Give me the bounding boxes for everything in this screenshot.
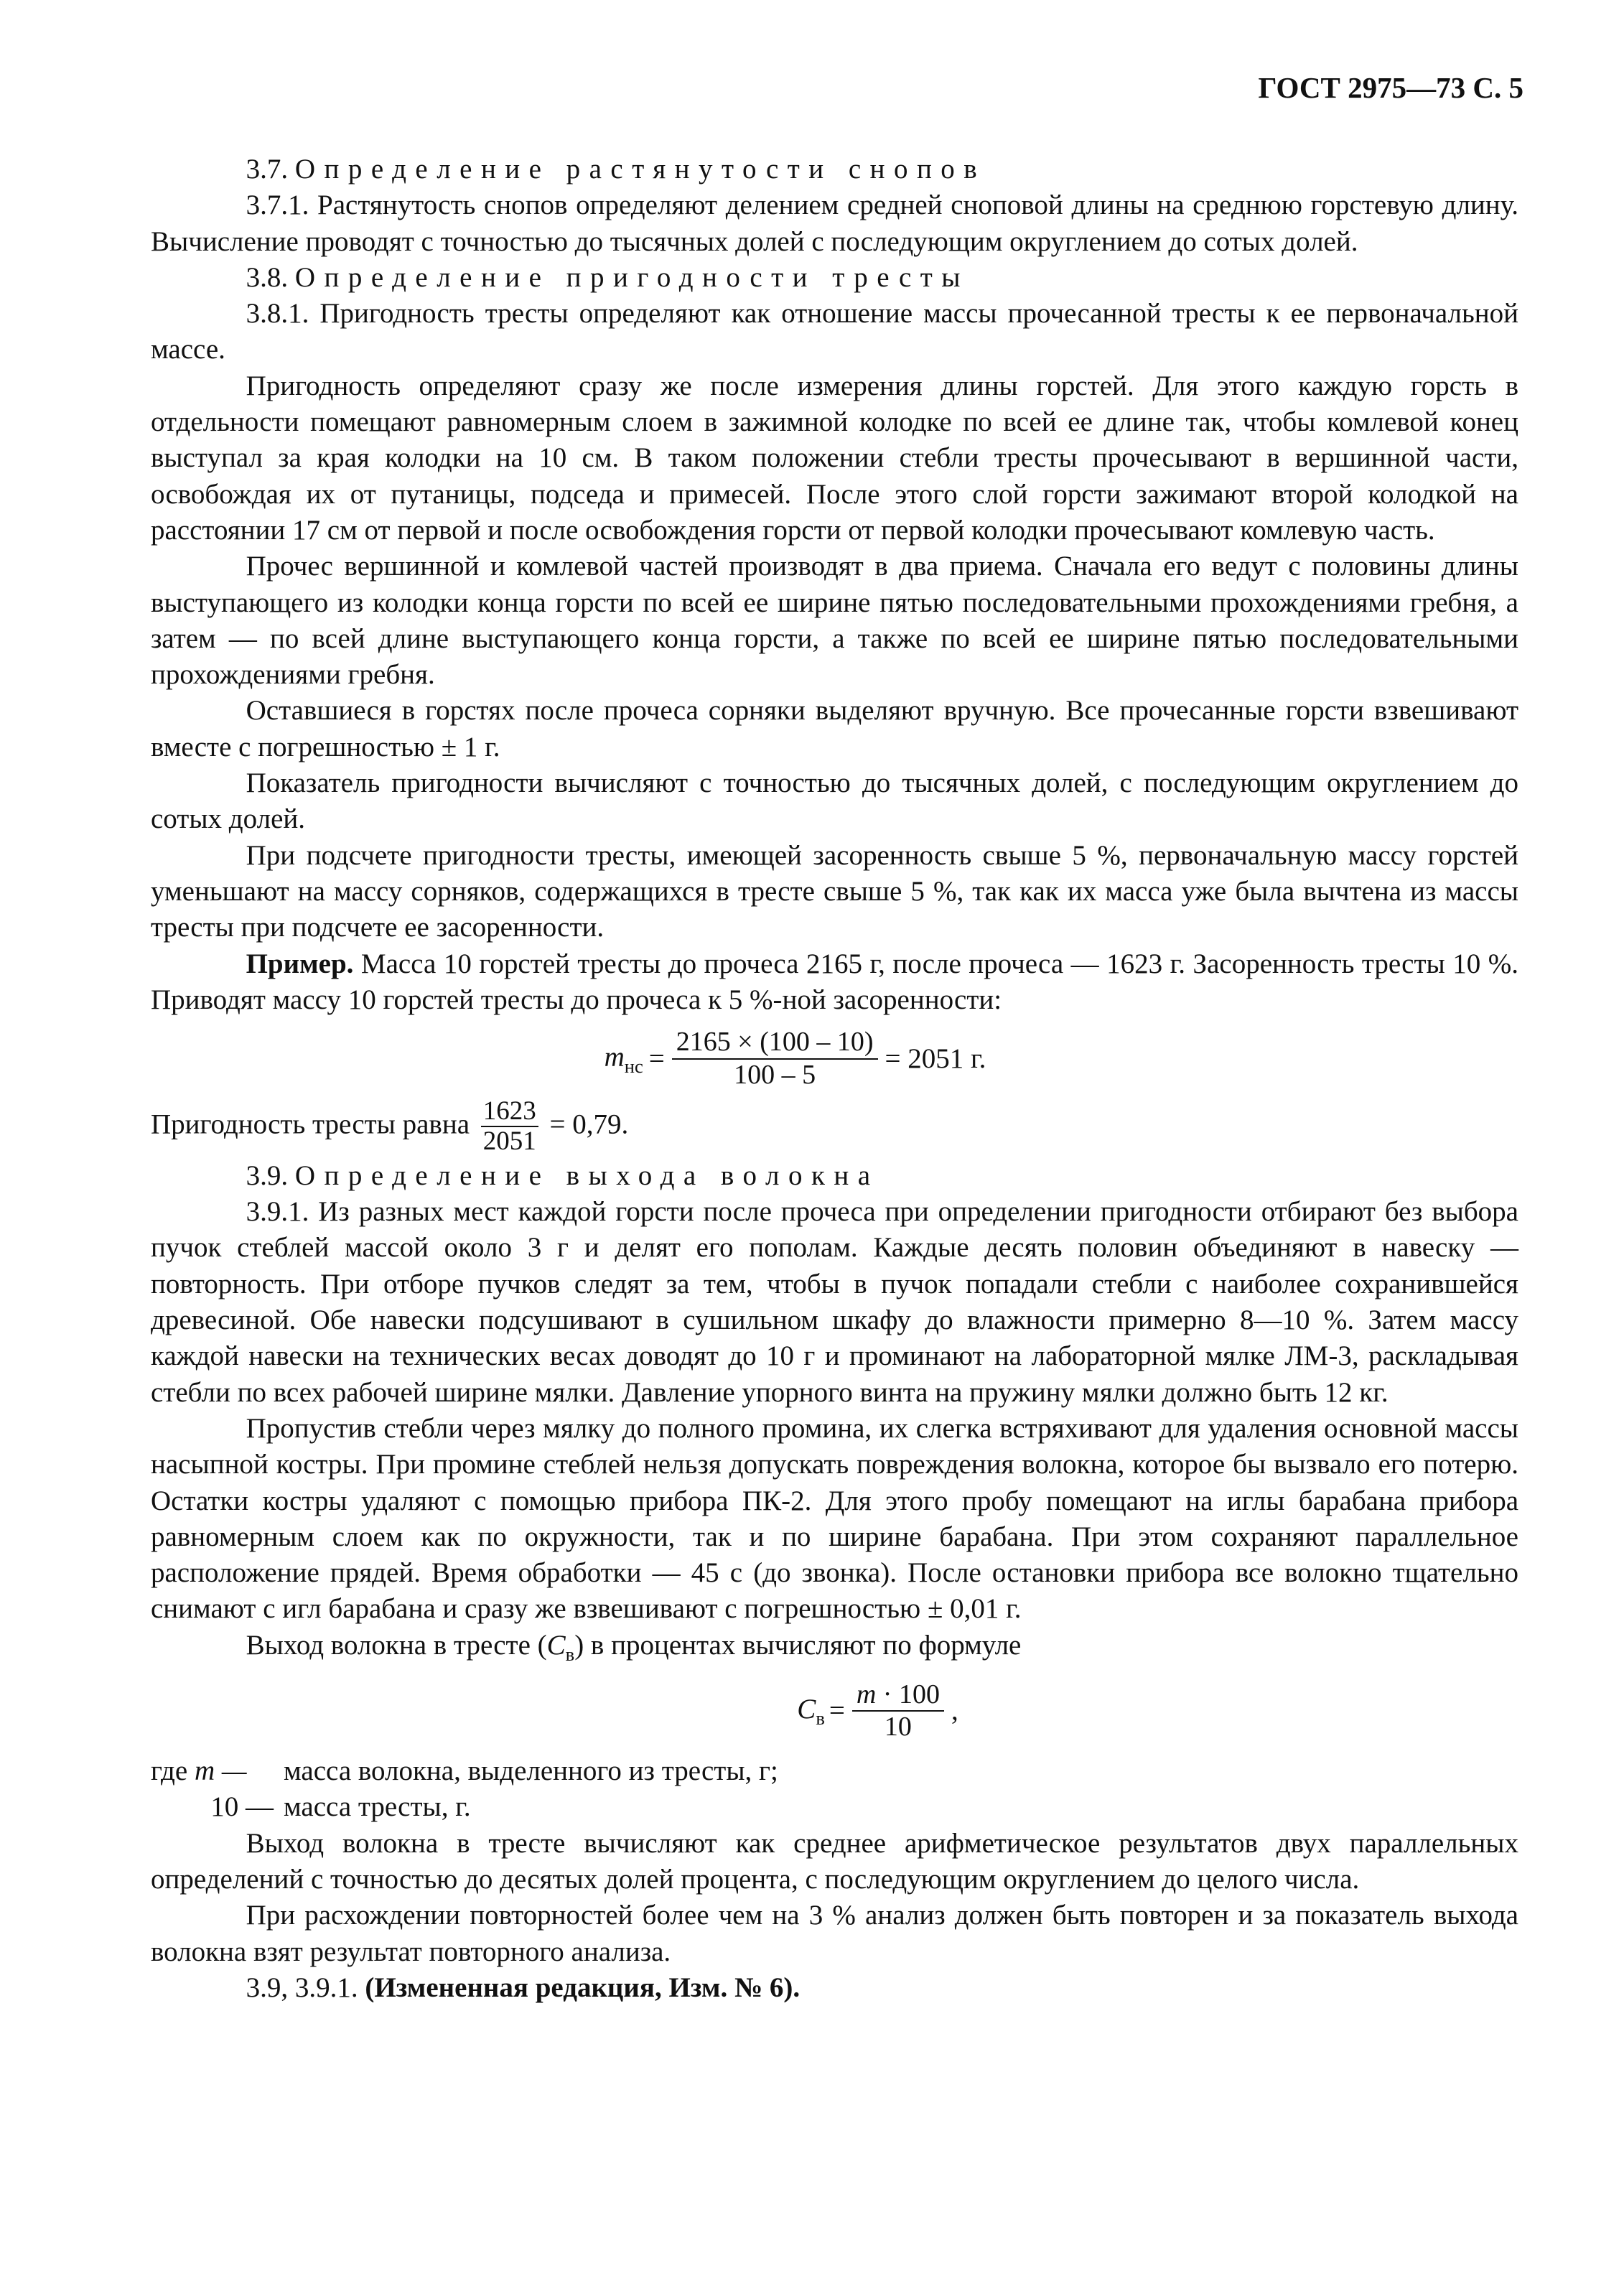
paragraph-3-7-1: 3.7.1. Растянутость снопов определяют делением средней сноповой длины на среднюю горстевую длину. Вычисление проводят с точностью до тысячных долей с последующим округлением до сотых долей. (151, 190, 1518, 257)
formula-fraction (852, 1679, 944, 1743)
paragraph: Прочес вершинной и комлевой частей производят в два приема. Сначала его ведут с половины длины выступающего из колодки конца горсти по всей ее ширине пятью последовательными прохождениями гребня, а затем — по всей длине выступающего конца горсти, а также по всей ее ширине пятью последовательными прохождениями гребня. (151, 551, 1518, 691)
suitability-fraction: $\frac{1623}{2051}$ (481, 1097, 538, 1157)
paragraph-3-9-1: 3.9.1. Из разных мест каждой горсти после прочеса при определении пригодности отбирают без выбора пучок стеблей массой около 3 г и делят его пополам. Каждые десять половин объединяют в навеску — повторность. При отборе пучков следят за тем, чтобы в пучок попадали стебли с наиболее сохранившейся древесиной. Обе навески подсушивают в сушильном шкафу до влажности примерно 8—10 %. Затем массу каждой навески на технических весах доводят до 10 г и проминают на лабораторной мялке ЛМ-3, раскладывая стебли по всех рабочей ширине мялки. Давление упорного винта на пружину мялки должно быть 12 кг. (151, 1196, 1518, 1408)
paragraph: Оставшиеся в горстях после прочеса сорняки выделяют вручную. Все прочесанные горсти взвешивают вместе с погрешностью ± 1 г. (151, 695, 1518, 762)
amendment-note: 3.9, 3.9.1. (Измененная редакция, Изм. № 6). (246, 1972, 801, 2003)
section-title: Определение выхода волокна (294, 1160, 879, 1191)
paragraph: Выход волокна в тресте вычисляют как среднее арифметическое результатов двух параллельных определений с точностью до десятых долей процента, с последующим округлением до целого числа. (151, 1827, 1518, 1895)
example-paragraph (151, 946, 1518, 1019)
formula-mass-correction (72, 1027, 1518, 1091)
formula-denominator: 10 (884, 1712, 912, 1742)
paragraph: Пропустив стебли через мялку до полного промина, их слегка встряхивают для удаления основной массы насыпной костры. При промине стеблей нельзя допускать повреждения волокна, которое бы вызвало его потерю. Остатки костры удаляют с помощью прибора ПК-2. Для этого пробу помещают на иглы барабана прибора равномерным слоем как по окружности, так и по ширине барабана. При этом сохраняют параллельное расположение прядей. Время обработки — 45 с (до звонка). После остановки прибора все волокно тщательно снимают с игл барабана и сразу же взвешивают с погрешностью ± 0,01 г. (151, 1412, 1518, 1625)
paragraph-3-8-1: 3.8.1. Пригодность тресты определяют как отношение массы прочесанной тресты к ее первоначальной массе. (151, 298, 1518, 365)
section-title: Определение растянутости снопов (294, 154, 986, 185)
section-heading-3-8 (151, 260, 1518, 296)
formula-lhs: $C_в$ (797, 1694, 825, 1730)
legend-symbol: 10 — (210, 1791, 274, 1823)
paragraph: При подсчете пригодности тресты, имеющей засоренность свыше 5 %, первоначальную массу горстей уменьшают на массу сорняков, содержащихся в тресте свыше 5 %, так как их масса уже была вычтена из массы тресты при подсчете ее засоренности. (151, 839, 1518, 943)
legend-description: масса тресты, г. (284, 1791, 471, 1823)
example-text: Масса 10 горстей тресты до прочеса 2165 г, после прочеса — 1623 г. Засоренность тресты 10 %. Приводят массу 10 горстей тресты до прочеса к 5 %-ной засоренности: (151, 948, 1518, 1015)
formula-tail: , (951, 1695, 958, 1727)
section-number: 3.8. (246, 261, 289, 293)
page-content (151, 151, 1518, 2006)
formula-result: = 2051 г. (885, 1042, 986, 1074)
paragraph: При расхождении повторностей более чем на 3 % анализ должен быть повторен и за показатель выхода волокна взят результат повторного анализа. (151, 1900, 1518, 1967)
example-label: Пример. (246, 948, 354, 979)
suitability-line: Пригодность тресты равна $\frac{1623}{2051}$ = 0,79. (151, 1096, 629, 1157)
section-heading-3-9 (151, 1158, 1518, 1194)
formula-lhs: $m_{нс}$ (604, 1041, 643, 1077)
formula-equals: = (829, 1695, 845, 1727)
formula-fraction (672, 1027, 878, 1091)
formula-equals: = (648, 1042, 665, 1074)
formula-numerator: 2165 × (100 – 10) (672, 1027, 878, 1060)
section-heading-3-7 (151, 151, 1518, 187)
formula-fiber-yield (237, 1679, 1518, 1743)
legend-description: масса волокна, выделенного из тресты, г; (284, 1755, 778, 1787)
legend-symbol: где m — (151, 1755, 247, 1787)
section-number: 3.9. (246, 1160, 289, 1191)
formula-numerator: m · 100 (852, 1679, 944, 1712)
section-number: 3.7. (246, 154, 289, 185)
page-header: ГОСТ 2975—73 С. 5 (1258, 71, 1523, 104)
paragraph: Показатель пригодности вычисляют с точностью до тысячных долей, с последующим округлением до сотых долей. (151, 767, 1518, 835)
formula-legend (151, 1753, 1518, 1826)
paragraph-formula-intro: Выход волокна в тресте $(C_в)$ в процентах вычисляют по формуле (246, 1629, 1022, 1665)
paragraph: Пригодность определяют сразу же после измерения длины горстей. Для этого каждую горсть в отдельности помещают равномерным слоем в зажимной колодке по всей ее длине так, чтобы комлевой конец выступал за края колодки на 10 см. В таком положении стебли тресты прочесывают в вершинной части, освобождая их от путаницы, подседа и примесей. После этого слой горсти зажимают второй колодкой на расстоянии 17 см от первой и после освобождения горсти от первой колодки прочесывают комлевую часть. (151, 370, 1518, 546)
section-title: Определение пригодности тресты (294, 261, 969, 293)
formula-denominator: 100 – 5 (734, 1059, 816, 1090)
